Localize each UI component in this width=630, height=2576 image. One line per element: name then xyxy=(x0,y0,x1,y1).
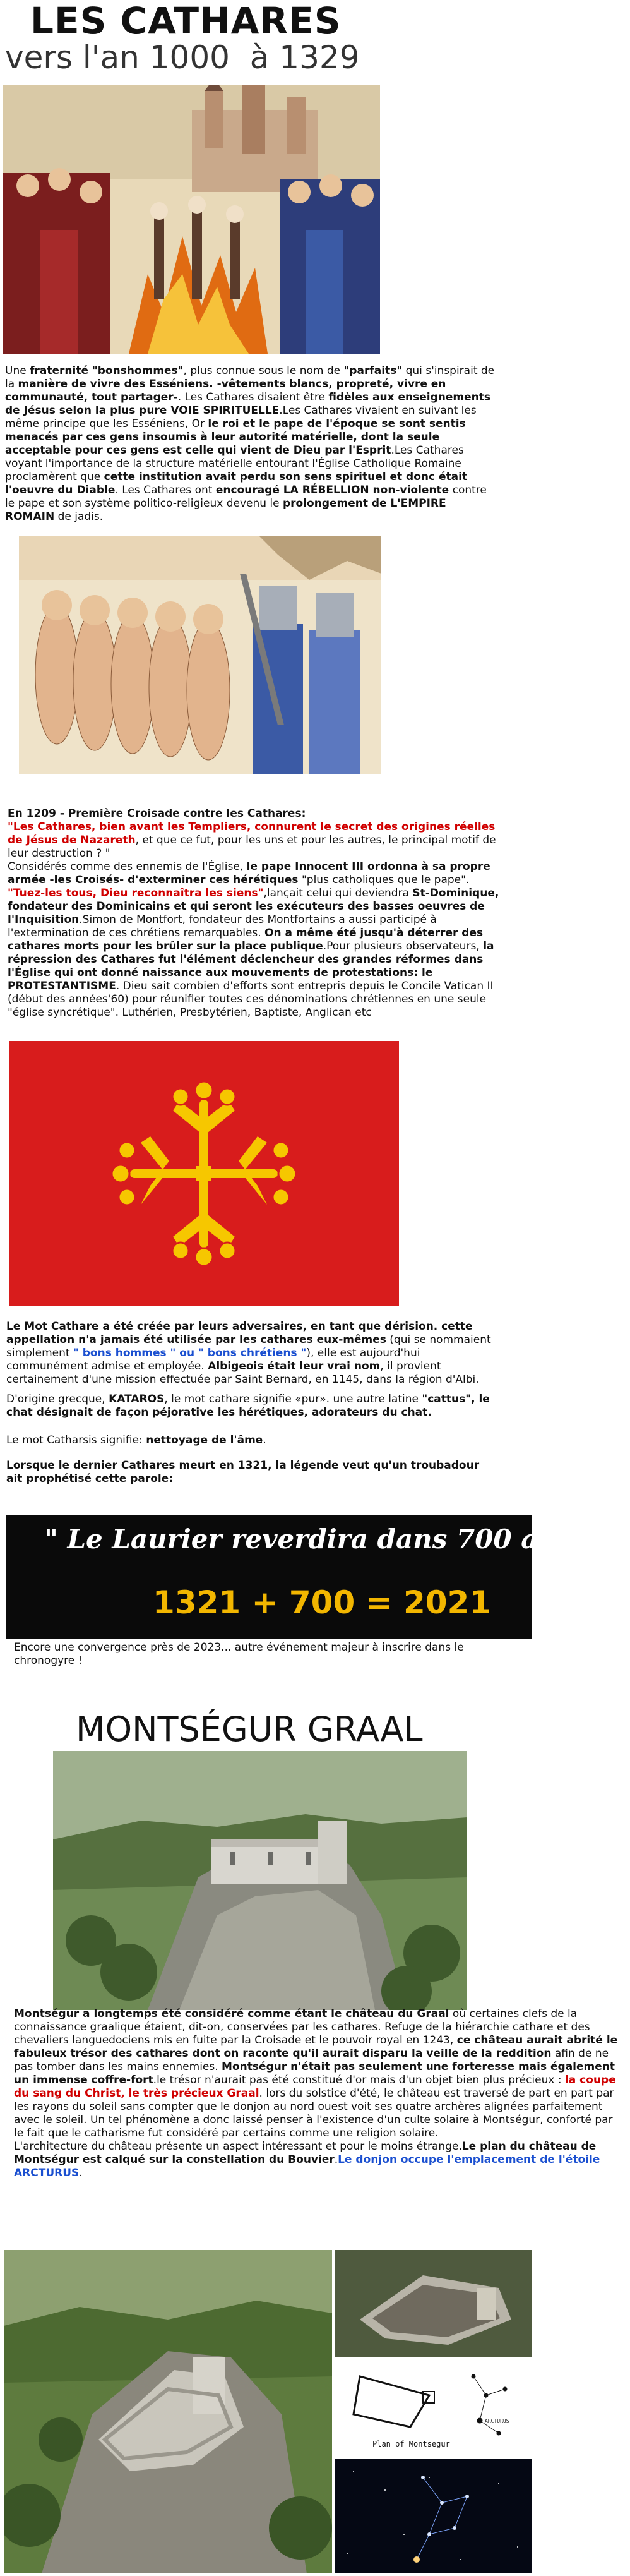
intro-run: fidèles aux enseignements de Jésus selon la plus pure VOIE SPIRITUELLE xyxy=(5,391,490,417)
grec-run: "cattus", le chat désignait de façon péjorative les hérétiques, adorateurs du chat. xyxy=(6,1393,490,1419)
crusade-run: Considérés comme des ennemis de l'Église, xyxy=(8,860,247,873)
montsegur-run: Le donjon occupe l'emplacement de l'étoile ARCTURUS xyxy=(14,2153,600,2179)
mot-run: , il provient certainement d'une mission effectuée par Saint Bernard, en 1145, dans la région d'Albi. xyxy=(6,1360,479,1386)
montsegur-castle-photo xyxy=(53,1751,467,2010)
intro-run: de jadis. xyxy=(54,510,104,523)
castle-top-view-photo xyxy=(335,2250,532,2357)
crusade-paragraph xyxy=(8,807,506,1020)
page-title: LES CATHARES xyxy=(30,0,342,42)
grec-run: D'origine grecque, xyxy=(6,1393,109,1405)
crusade-run: .Pour plusieurs observateurs, xyxy=(323,940,484,953)
prophecy-equation: 1321 + 700 = 2021 xyxy=(153,1584,492,1621)
crusade-run: St-Dominique, fondateur des Dominicains et qui seront les exécuteurs des basses oeuvres de l'Inquisition xyxy=(8,887,499,926)
intro-run: prolongement de L'EMPIRE ROMAIN xyxy=(5,497,446,523)
intro-run: fraternité "bonshommes" xyxy=(30,364,184,377)
page-subtitle: vers l'an 1000 à 1329 xyxy=(5,39,360,76)
intro-run: , plus connue sous le nom de xyxy=(183,364,344,377)
montsegur-run: ce château aurait abrité le fabuleux trésor des cathares dont on raconte qu'il aurait disparu la veille de la reddition xyxy=(14,2034,618,2060)
intro-run: .Les Cathares voyant l'importance de la structure matérielle entourant l'Église Catholique Romaine proclamèrent que xyxy=(5,444,464,483)
montsegur-run: . lors du solstice d'été, le château est traversé de part en part par les rayons du soleil sans compter que le donjon au nord ouest voit ses quatre archères alignées parfaitement avec le soleil. Un tel phénomène a donc laissé penser à l'existence d'un culte solaire à Montségur, conforté par le fait que le catharisme fut considéré par certains comme une religion solaire. xyxy=(14,2087,614,2140)
kataros-paragraph xyxy=(6,1393,499,1419)
montsegur-run: afin de ne pas tomber dans les mains ennemies. xyxy=(14,2047,609,2073)
intro-run: cette institution avait perdu son sens spirituel et donc était l'oeuvre du Diable xyxy=(5,471,468,497)
catharsis-run: Le mot Catharsis signifie: xyxy=(6,1434,146,1447)
mot-run: Albigeois était leur vrai nom xyxy=(208,1360,381,1373)
montsegur-run: Montségur n'était pas seulement une forteresse mais également un immense coffre-fort xyxy=(14,2061,615,2086)
mot-run: Le Mot Cathare a été créée par leurs adversaires, en tant que dérision. cette appellation n'a jamais été utilisée par les cathares eux-mêmes xyxy=(6,1320,473,1346)
intro-run: encouragé LA RÉBELLION non-violente xyxy=(215,484,449,497)
intro-run: contre le pape et son système politico-religieux devenu le xyxy=(5,484,487,510)
montsegur-run: Montségur a longtemps été considéré comme étant le château du Graal xyxy=(14,2007,449,2020)
montsegur-run: la coupe du sang du Christ, le très précieux Graal xyxy=(14,2074,616,2100)
catharsis-run: nettoyage de l'âme xyxy=(146,1434,263,1447)
legende-run: Lorsque le dernier Cathares meurt en 1321, la légende veut qu'un troubadour ait prophétisé cette parole: xyxy=(6,1459,480,1485)
catharsis-paragraph xyxy=(6,1434,499,1447)
montsegur-run: .le trésor n'aurait pas été constitué d'or mais d'un objet bien plus précieux : xyxy=(153,2074,565,2086)
catharsis-run: . xyxy=(263,1434,266,1447)
mot-run: (qui se nommaient simplement xyxy=(6,1333,491,1359)
montsegur-run: . xyxy=(79,2167,83,2179)
convergence-note: Encore une convergence près de 2023... autre événement majeur à inscrire dans le chronogyre ! xyxy=(14,1641,464,1667)
grec-run: , le mot cathare signifie «pur». une autre latine xyxy=(164,1393,422,1405)
occitan-cross-flag xyxy=(9,1041,399,1306)
intro-run: qui s'inspirait de la xyxy=(5,364,495,390)
mot-run: ), elle est aujourd'hui communément admise et employée. xyxy=(6,1347,420,1373)
crusade-run: la répression des Cathares fut l'élément déclencheur des grandes réformes dans l'Église qui ont donné naissance aux mouvements de protestations: le PROTESTANTISME xyxy=(8,940,494,992)
crusade-run: "Tuez-les tous, Dieu reconnaîtra les siens" xyxy=(8,887,264,900)
star-label: ARCTURUS xyxy=(485,2418,509,2424)
intro-run: manière de vivre des Esséniens. -vêtements blancs, propreté, vivre en communauté, tout partager- xyxy=(5,378,446,404)
prophecy-quote: " Le Laurier reverdira dans 700 ans." xyxy=(44,1524,596,1555)
montsegur-run: L'architecture du château présente un aspect intéressant et pour le moins étrange. xyxy=(14,2140,462,2153)
intro-run: Une xyxy=(5,364,30,377)
montsegur-paragraph xyxy=(14,2007,619,2180)
montsegur-run: Le plan du château de Montségur est calqué sur la constellation du Bouvier xyxy=(14,2140,597,2166)
bootes-constellation-image xyxy=(335,2459,532,2573)
plan-label: Plan of Montsegur xyxy=(372,2440,450,2448)
intro-run: .Les Cathares vivaient en suivant les même principe que les Esséniens, Or xyxy=(5,404,477,430)
crusade-run: En 1209 - Première Croisade contre les Cathares: xyxy=(8,807,306,820)
crusade-run: On a même été jusqu'à déterrer des cathares morts pour les brûler sur la place publique xyxy=(8,927,484,953)
mot-cathare-paragraph xyxy=(6,1320,499,1387)
intro-run: . Les Cathares ont xyxy=(115,484,216,497)
crusade-run: ,lançait celui qui deviendra xyxy=(263,887,413,900)
castle-plan-diagram xyxy=(335,2357,532,2459)
crusade-run: "plus catholiques que le pape". xyxy=(298,874,470,886)
crusade-run: "Les Cathares, bien avant les Templiers, connurent le secret des origines réelles de Jésus de Nazareth xyxy=(8,821,496,846)
crusade-run: le pape Innocent III ordonna à sa propre armée -les Croisés- d'exterminer ces hérétiques xyxy=(8,860,490,886)
burning-cathars-illustration xyxy=(3,85,380,354)
intro-run: le roi et le pape de l'époque se sont sentis menacés par ces gens insoumis à leur autorité matérielle, dont la seule acceptable pour ces gens est celle qui vient de Dieu par l'Esprit xyxy=(5,418,466,457)
intro-run: "parfaits" xyxy=(343,364,403,377)
montsegur-run: . xyxy=(334,2153,338,2166)
cathars-expelled-illustration xyxy=(19,536,381,774)
intro-run: . Les Cathares disaient être xyxy=(177,391,329,404)
intro-paragraph xyxy=(5,364,497,524)
montsegur-aerial-photo xyxy=(4,2250,332,2573)
crusade-run: , et que ce fut, pour les uns et pour les autres, le principal motif de leur destruction ? " xyxy=(8,834,496,860)
montsegur-title: MONTSÉGUR GRAAL xyxy=(76,1709,423,1749)
grec-run: KATAROS xyxy=(109,1393,165,1405)
prophecy-banner xyxy=(6,1515,596,1639)
legende-paragraph xyxy=(6,1459,499,1486)
mot-run: " bons hommes " ou " bons chrétiens " xyxy=(73,1347,307,1359)
crusade-run: . Dieu sait combien d'efforts sont entrepris depuis le Concile Vatican II (début des années'60) pour réunifier toutes ces dénominations chrétiennes en une seule "église syncrétique". Luthérien, Presbytérien, Baptiste, Anglican etc xyxy=(8,980,494,1019)
montsegur-run: où certaines clefs de la connaissance graalique étaient, dit-on, conservées par les cathares. Refuge de la hiérarchie cathare et des chevaliers languedociens mis en fuite par la Croisade et le pouvoir royal en 1243, xyxy=(14,2007,590,2047)
crusade-run: .Simon de Montfort, fondateur des Montfortains a aussi participé à l'extermination de ces chrétiens remarquables. xyxy=(8,913,437,939)
